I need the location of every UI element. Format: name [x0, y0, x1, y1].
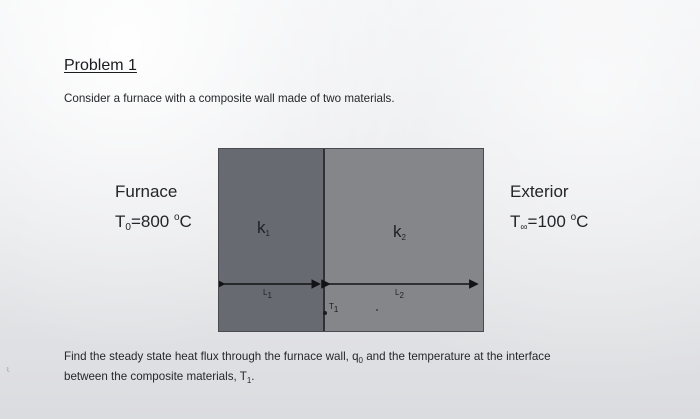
question-line-2-start: between the composite materials, T — [64, 370, 247, 383]
k1-symbol: k — [257, 218, 266, 237]
question-line-2-subscript: 1 — [246, 376, 252, 385]
question-line-2-end: . — [251, 370, 255, 383]
l2-subscript: 2 — [399, 291, 404, 300]
furnace-unit: C — [179, 212, 192, 231]
t1-subscript: 1 — [333, 305, 339, 314]
diagram-speck — [376, 309, 378, 311]
question-line-1-end: and the temperature at the interface — [362, 350, 551, 363]
furnace-temp-subscript: 0 — [125, 222, 131, 233]
k1-subscript: 1 — [265, 229, 270, 238]
t1-symbol: T — [329, 302, 334, 311]
material-1-region — [219, 149, 325, 331]
question-line-1-start: Find the steady state heat flux through the furnace wall, q — [64, 350, 359, 363]
furnace-degree: o — [173, 212, 180, 223]
furnace-temperature — [115, 213, 192, 233]
interface-point-icon — [323, 311, 327, 315]
exterior-unit: C — [576, 212, 589, 231]
exterior-degree: o — [570, 212, 577, 223]
l1-subscript: 1 — [267, 291, 272, 300]
composite-wall-diagram — [218, 148, 484, 332]
l2-label — [395, 288, 404, 300]
t1-label — [329, 303, 338, 314]
question-line-2 — [64, 370, 255, 386]
problem-intro: Consider a furnace with a composite wall made of two materials. — [64, 92, 395, 105]
l1-symbol: L — [263, 288, 268, 297]
question-line-1 — [64, 350, 551, 366]
k2-subscript: 2 — [401, 233, 406, 242]
exterior-temp-value: =100 — [527, 212, 566, 231]
k2-label — [393, 223, 406, 242]
k1-label — [257, 219, 270, 238]
l1-label — [263, 288, 272, 300]
k2-symbol: k — [393, 222, 402, 241]
furnace-label: Furnace — [115, 182, 178, 201]
length-arrows — [219, 278, 483, 290]
exterior-temp-prefix: T — [510, 212, 521, 231]
problem-title: Problem 1 — [64, 57, 137, 74]
furnace-temp-prefix: T — [115, 212, 126, 231]
exterior-label: Exterior — [510, 182, 569, 201]
furnace-temp-value: =800 — [130, 212, 170, 231]
question-line-1-subscript: 0 — [358, 356, 363, 365]
exterior-temperature — [510, 213, 588, 233]
margin-mark: ℓ — [5, 366, 11, 375]
l2-symbol: L — [395, 288, 400, 297]
exterior-temp-subscript: ∞ — [520, 222, 528, 233]
